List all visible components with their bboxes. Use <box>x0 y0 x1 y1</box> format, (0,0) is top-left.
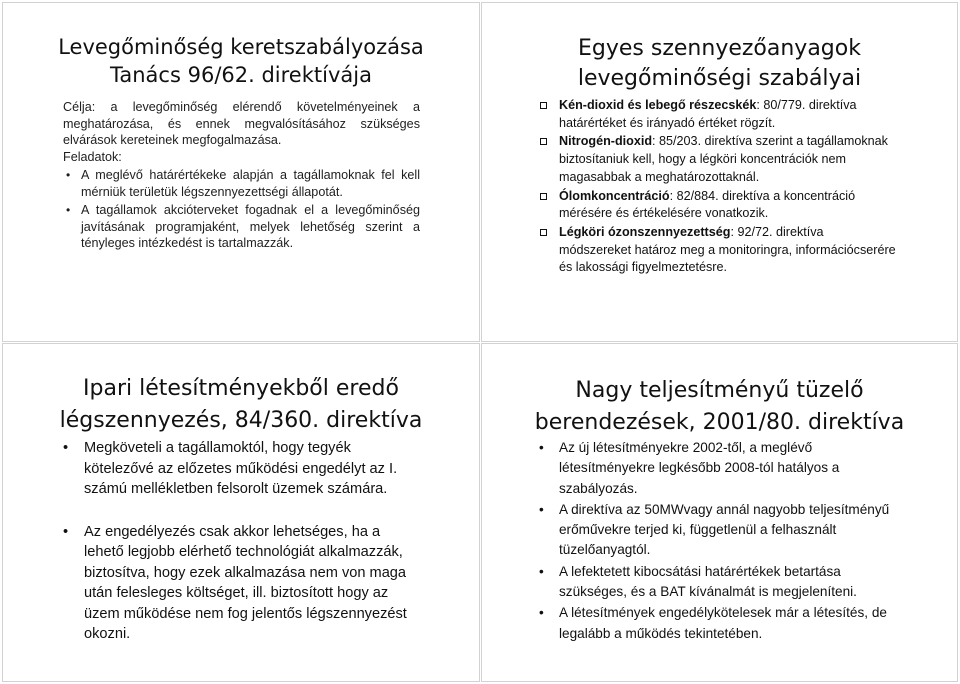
list-item-text: A tagállamok akcióterveket fogadnak el a levegőminőség javításának programjaként, melyek lehetőség szerint a tényleges intézkedést is tartalmazzák. <box>81 203 420 250</box>
bullet-icon: • <box>539 605 544 621</box>
list-item <box>63 167 420 200</box>
bullet-icon: • <box>63 523 69 540</box>
square-bullet-icon <box>540 193 547 200</box>
bullet-icon: • <box>66 203 71 217</box>
bullet-icon: • <box>66 168 71 182</box>
slide-body <box>63 438 413 645</box>
list-item-text: : 92/72. direktíva módszereket határoz meg a monitoringra, információcserére és lakossági figyelmeztetésre. <box>559 224 896 275</box>
pollutant-name: Nitrogén-dioxid <box>559 134 653 149</box>
list-item-text: : 85/203. direktíva szerint a tagállamoknak biztosítaniuk kell, hogy a légköri koncentrációk nem magasabbak a meghatározottaknál. <box>559 134 888 184</box>
intro-paragraph: Célja: a levegőminőség elérendő követelményeinek a meghatározása, és ennek megvalósításához szükséges elvárások kereteinek megfogalmazása. <box>63 100 420 147</box>
title-line: Nagy teljesítményű tüzelő <box>575 378 864 403</box>
tasks-list <box>63 167 420 252</box>
pollutant-name: Kén-dioxid és lebegő részecskék <box>559 98 757 112</box>
list-item-text: A direktíva az 50MWvagy annál nagyobb teljesítményű erőművekre terjed ki, függetlenül a felhasznált tüzelőanyagtól. <box>559 501 890 558</box>
slide-body <box>63 99 420 254</box>
slide-keretszabalyozas <box>2 2 480 342</box>
list-item <box>63 522 413 645</box>
slide-title <box>492 34 947 94</box>
bullet-icon: • <box>539 563 544 579</box>
bullet-icon: • <box>63 440 69 456</box>
slide-ipari-letesitmenyek <box>2 343 480 682</box>
title-line: Ipari létesítményekből eredő <box>83 376 399 401</box>
list-item-text: Az új létesítményekre 2002-től, a meglévő létesítményekre legkésőbb 2008-tól hatályos a szabályozás. <box>559 440 840 496</box>
slide-body <box>538 97 898 278</box>
title-line: légszennyezés, 84/360. direktíva <box>59 408 423 433</box>
slide-body <box>539 438 894 645</box>
list-item-text: A lefektetett kibocsátási határértékek betartása szükséges, és a BAT kívánalmát is megjeleníteni. <box>559 563 857 600</box>
list-item <box>539 603 894 644</box>
list-item <box>538 188 898 223</box>
list-item-text: Megköveteli a tagállamoktól, hogy tegyék kötelezővé az előzetes működési engedélyt az I. számú mellékletben felsorolt üzemek számára. <box>84 440 398 497</box>
list-item-text: Az engedélyezés csak akkor lehetséges, ha a lehető legjobb elérhető technológiát alkalmazzák, biztosítva, hogy ezek alkalmazása nem von maga után felesleges költséget, ill. biztosított hogy az üzem működése nem fog jelentős légszennyezést okozni. <box>84 523 407 642</box>
list-item-text: A létesítmények engedélykötelesek már a létesítés, de legalább a működés tekintetében. <box>559 605 887 641</box>
list-item-text: A meglévő határértékeke alapján a tagállamoknak fel kell mérniük területük légszennyezettségi állapotát. <box>81 168 420 199</box>
tasks-label: Feladatok: <box>63 149 122 164</box>
square-bullet-icon <box>540 229 547 236</box>
pollutant-name: Ólomkoncentráció <box>559 188 670 203</box>
slide-title <box>13 373 469 437</box>
title-line: Tanács 96/62. direktívája <box>110 63 372 87</box>
list-item <box>539 500 894 561</box>
title-line: levegőminőségi szabályai <box>577 66 862 91</box>
list-item <box>539 438 894 499</box>
list-item-text: : 80/779. direktíva határértéket és irányadó értéket rögzít. <box>559 98 857 130</box>
slide-title <box>492 375 947 439</box>
bullet-list <box>539 438 894 644</box>
slide-tuzelo-berendezesek <box>481 343 958 682</box>
pollutant-list <box>538 97 898 277</box>
title-line: berendezések, 2001/80. direktíva <box>534 410 905 435</box>
list-item <box>538 133 898 186</box>
pollutant-name: Légköri ózonszennyezettség <box>559 224 731 239</box>
bullet-icon: • <box>539 440 544 455</box>
slide-szennyezoanyagok <box>481 2 958 342</box>
square-bullet-icon <box>540 102 547 109</box>
list-item <box>63 202 420 252</box>
list-item <box>538 97 898 132</box>
bullet-icon: • <box>539 501 544 517</box>
list-item <box>538 224 898 277</box>
title-line: Levegőminőség keretszabályozása <box>58 35 424 59</box>
list-item <box>539 562 894 603</box>
square-bullet-icon <box>540 138 547 145</box>
list-item-text: : 82/884. direktíva a koncentráció mérésére és értékelésére vonatkozik. <box>559 188 856 221</box>
list-item <box>63 438 413 500</box>
slide-title <box>13 33 469 89</box>
bullet-list <box>63 438 413 645</box>
title-line: Egyes szennyezőanyagok <box>578 36 861 61</box>
